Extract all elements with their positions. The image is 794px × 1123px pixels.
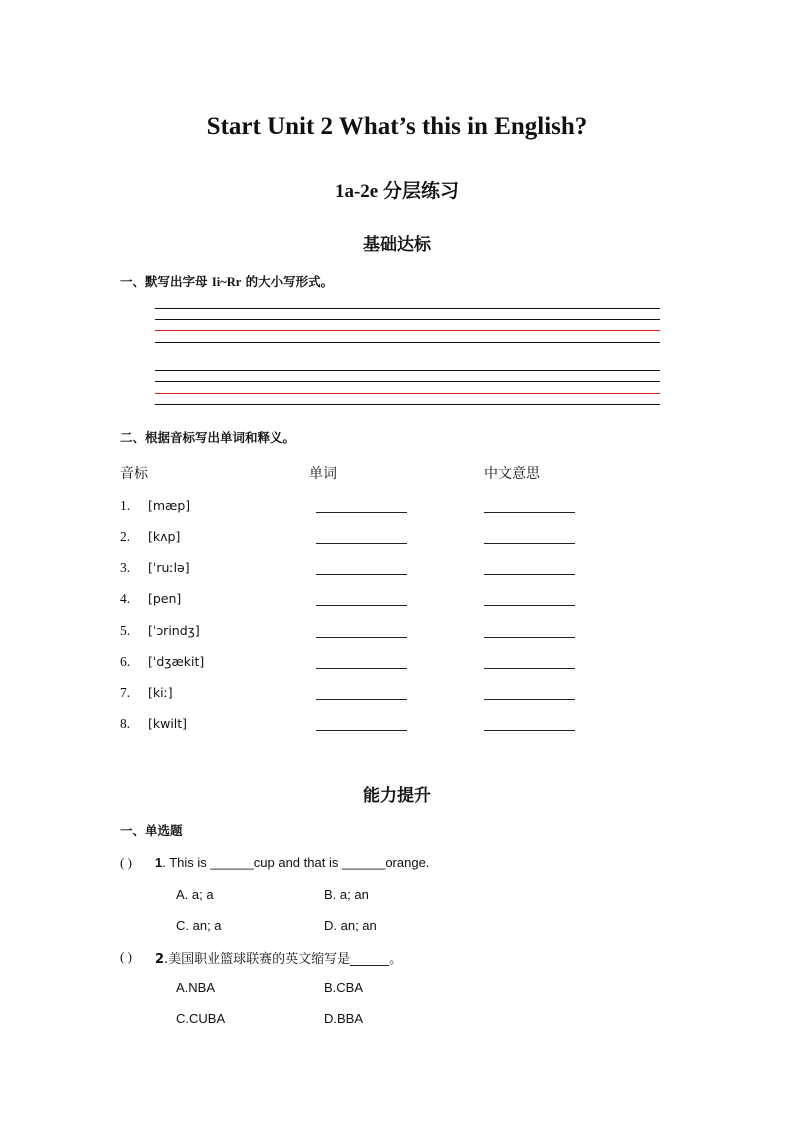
writing-line — [155, 308, 660, 309]
question-text: .美国职业篮球联赛的英文缩写是______。 — [164, 952, 403, 967]
row-number: 6. — [120, 654, 131, 669]
phonetic-row — [0, 716, 794, 736]
column-header-word: 单词 — [309, 466, 337, 482]
question-number: 2 — [155, 952, 165, 967]
option-d[interactable]: D. an; an — [324, 918, 377, 933]
row-phonetic: [kʌp] — [148, 529, 181, 544]
part2-heading: 二、根据音标写出单词和释义。 — [120, 430, 296, 445]
word-blank[interactable] — [316, 543, 407, 544]
writing-line — [155, 342, 660, 343]
word-blank[interactable] — [316, 699, 407, 700]
row-number: 8. — [120, 716, 131, 731]
row-phonetic: [ˈruːlə] — [148, 560, 190, 575]
section-advanced-title: 能力提升 — [363, 786, 431, 806]
column-header-meaning: 中文意思 — [484, 466, 540, 482]
answer-paren[interactable]: ( ) — [120, 949, 132, 964]
phonetic-row — [0, 560, 794, 580]
word-blank[interactable] — [316, 605, 407, 606]
row-number: 5. — [120, 623, 131, 638]
option-a[interactable]: A. a; a — [176, 887, 214, 902]
writing-line — [155, 404, 660, 405]
row-number: 1. — [120, 498, 131, 513]
phonetic-row — [0, 498, 794, 518]
writing-line — [155, 319, 660, 320]
word-blank[interactable] — [316, 574, 407, 575]
row-phonetic: [mæp] — [148, 498, 191, 513]
writing-line — [155, 381, 660, 382]
row-phonetic: [pen] — [148, 591, 182, 606]
question-stem — [155, 948, 402, 967]
meaning-blank[interactable] — [484, 574, 575, 575]
writing-line-red — [155, 330, 660, 331]
option-d[interactable]: D.BBA — [324, 1011, 364, 1026]
section-basic-title: 基础达标 — [363, 235, 431, 255]
part1-suffix: 的大小写形式。 — [241, 274, 334, 289]
choice-heading: 一、单选题 — [120, 823, 183, 838]
phonetic-row — [0, 591, 794, 611]
phonetic-row — [0, 623, 794, 643]
word-blank[interactable] — [316, 637, 407, 638]
answer-paren[interactable]: ( ) — [120, 855, 132, 870]
page-title: Start Unit 2 What’s this in English? — [206, 113, 588, 140]
phonetic-row — [0, 529, 794, 549]
meaning-blank[interactable] — [484, 512, 575, 513]
row-number: 3. — [120, 560, 131, 575]
word-blank[interactable] — [316, 668, 407, 669]
writing-line — [155, 370, 660, 371]
option-c[interactable]: C.CUBA — [176, 1011, 226, 1026]
part1-heading — [120, 272, 333, 290]
row-phonetic: [ˈɔrindʒ] — [148, 623, 200, 638]
option-c[interactable]: C. an; a — [176, 918, 222, 933]
writing-line-red — [155, 393, 660, 394]
part1-letters: Ii~Rr — [211, 275, 242, 289]
page-subtitle: 1a-2e 分层练习 — [334, 181, 459, 202]
row-phonetic: [kiː] — [148, 685, 173, 700]
question-number: 1 — [155, 855, 163, 870]
question-stem — [155, 855, 429, 870]
row-phonetic: [kwilt] — [148, 716, 188, 731]
option-a[interactable]: A.NBA — [176, 980, 216, 995]
option-b[interactable]: B. a; an — [324, 887, 369, 902]
phonetic-row — [0, 685, 794, 705]
row-number: 4. — [120, 591, 131, 606]
meaning-blank[interactable] — [484, 699, 575, 700]
row-number: 7. — [120, 685, 131, 700]
column-header-phonetic: 音标 — [120, 466, 148, 482]
row-number: 2. — [120, 529, 131, 544]
row-phonetic: [ˈdʒækit] — [148, 654, 205, 669]
option-b[interactable]: B.CBA — [324, 980, 364, 995]
meaning-blank[interactable] — [484, 605, 575, 606]
word-blank[interactable] — [316, 730, 407, 731]
question-text: . This is ______cup and that is ______orange. — [162, 855, 430, 870]
meaning-blank[interactable] — [484, 668, 575, 669]
part1-prefix: 一、默写出字母 — [120, 274, 212, 289]
word-blank[interactable] — [316, 512, 407, 513]
meaning-blank[interactable] — [484, 730, 575, 731]
phonetic-row — [0, 654, 794, 674]
meaning-blank[interactable] — [484, 637, 575, 638]
meaning-blank[interactable] — [484, 543, 575, 544]
